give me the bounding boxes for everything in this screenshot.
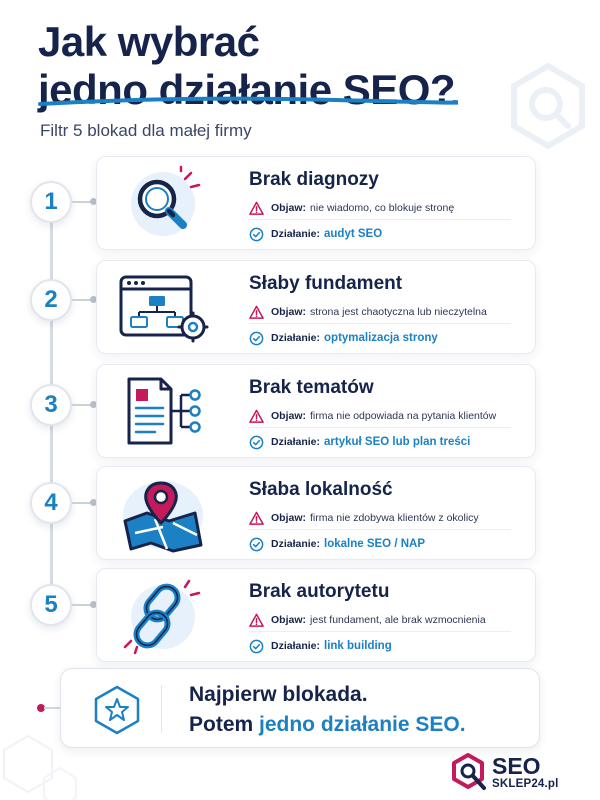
step-title: Brak autorytetu <box>249 581 390 602</box>
summary-line-2-highlight: jedno działanie SEO. <box>259 713 466 736</box>
document-network-icon <box>111 373 211 451</box>
warning-triangle-icon <box>249 201 264 216</box>
check-circle-icon <box>249 639 264 654</box>
dzialanie-text: link building <box>324 640 392 652</box>
summary-divider <box>161 685 162 733</box>
step-card-2 <box>96 260 536 354</box>
final-connector <box>44 707 60 709</box>
summary-line-1: Najpierw blokada. <box>189 683 368 706</box>
objaw-label: Objaw: <box>271 202 307 214</box>
step-card-5 <box>96 568 536 662</box>
step-title: Słaby fundament <box>249 273 403 294</box>
warning-triangle-icon <box>249 409 264 424</box>
warning-triangle-icon <box>249 613 264 628</box>
objaw-label: Objaw: <box>271 410 307 422</box>
step-number-2: 2 <box>30 279 72 321</box>
chain-link-icon <box>111 577 211 655</box>
dzialanie-text: lokalne SEO / NAP <box>324 538 425 550</box>
objaw-text: strona jest chaotyczna lub nieczytelna <box>310 306 487 318</box>
step-title: Słaba lokalność <box>249 479 393 500</box>
summary-line-2 <box>189 713 466 737</box>
dzialanie-label: Działanie: <box>271 228 321 240</box>
objaw-row <box>249 509 479 527</box>
logo-magnifier-icon <box>452 753 488 793</box>
objaw-row <box>249 611 486 629</box>
dzialanie-row <box>249 433 470 451</box>
step-card-1 <box>96 156 536 250</box>
dzialanie-label: Działanie: <box>271 332 321 344</box>
step-number-4: 4 <box>30 482 72 524</box>
map-pin-icon <box>111 475 211 553</box>
website-structure-icon <box>111 269 211 347</box>
step-card-4 <box>96 466 536 560</box>
row-divider <box>249 323 511 324</box>
objaw-label: Objaw: <box>271 306 307 318</box>
objaw-text: jest fundament, ale brak wzmocnienia <box>310 614 486 626</box>
objaw-text: nie wiadomo, co blokuje stronę <box>310 202 455 214</box>
objaw-row <box>249 303 487 321</box>
dzialanie-row <box>249 225 382 243</box>
check-circle-icon <box>249 435 264 450</box>
title-underline-swoosh <box>36 94 458 110</box>
objaw-row <box>249 407 496 425</box>
check-circle-icon <box>249 537 264 552</box>
dzialanie-label: Działanie: <box>271 538 321 550</box>
step-number-5: 5 <box>30 584 72 626</box>
row-divider <box>249 529 511 530</box>
summary-box <box>60 668 540 748</box>
dzialanie-text: artykuł SEO lub plan treści <box>324 436 471 448</box>
objaw-text: firma nie zdobywa klientów z okolicy <box>310 512 479 524</box>
objaw-text: firma nie odpowiada na pytania klientów <box>310 410 497 422</box>
row-divider <box>249 631 511 632</box>
row-divider <box>249 219 511 220</box>
page-subtitle: Filtr 5 blokad dla małej firmy <box>40 121 252 140</box>
dzialanie-row <box>249 535 425 553</box>
check-circle-icon <box>249 331 264 346</box>
brand-logo <box>452 753 592 793</box>
step-number-3: 3 <box>30 384 72 426</box>
objaw-label: Objaw: <box>271 512 307 524</box>
row-divider <box>249 427 511 428</box>
logo-name: SEO <box>492 753 541 779</box>
warning-triangle-icon <box>249 511 264 526</box>
objaw-row <box>249 199 454 217</box>
title-line-1: Jak wybrać <box>38 18 260 65</box>
dzialanie-text: audyt SEO <box>324 228 383 240</box>
magnifier-icon <box>111 165 211 243</box>
check-circle-icon <box>249 227 264 242</box>
objaw-label: Objaw: <box>271 614 307 626</box>
logo-subtitle: SKLEP24.pl <box>492 778 559 790</box>
dzialanie-row <box>249 637 392 655</box>
summary-line-2-prefix: Potem <box>189 713 260 736</box>
dzialanie-label: Działanie: <box>271 640 321 652</box>
warning-triangle-icon <box>249 305 264 320</box>
title-line-2: jedno działanie SEO? <box>38 66 456 113</box>
step-number-1: 1 <box>30 181 72 223</box>
step-card-3 <box>96 364 536 458</box>
dzialanie-row <box>249 329 438 347</box>
dzialanie-label: Działanie: <box>271 436 321 448</box>
dzialanie-text: optymalizacja strony <box>324 332 438 344</box>
step-title: Brak diagnozy <box>249 169 379 190</box>
step-title: Brak tematów <box>249 377 374 398</box>
star-hexagon-icon <box>93 685 141 735</box>
